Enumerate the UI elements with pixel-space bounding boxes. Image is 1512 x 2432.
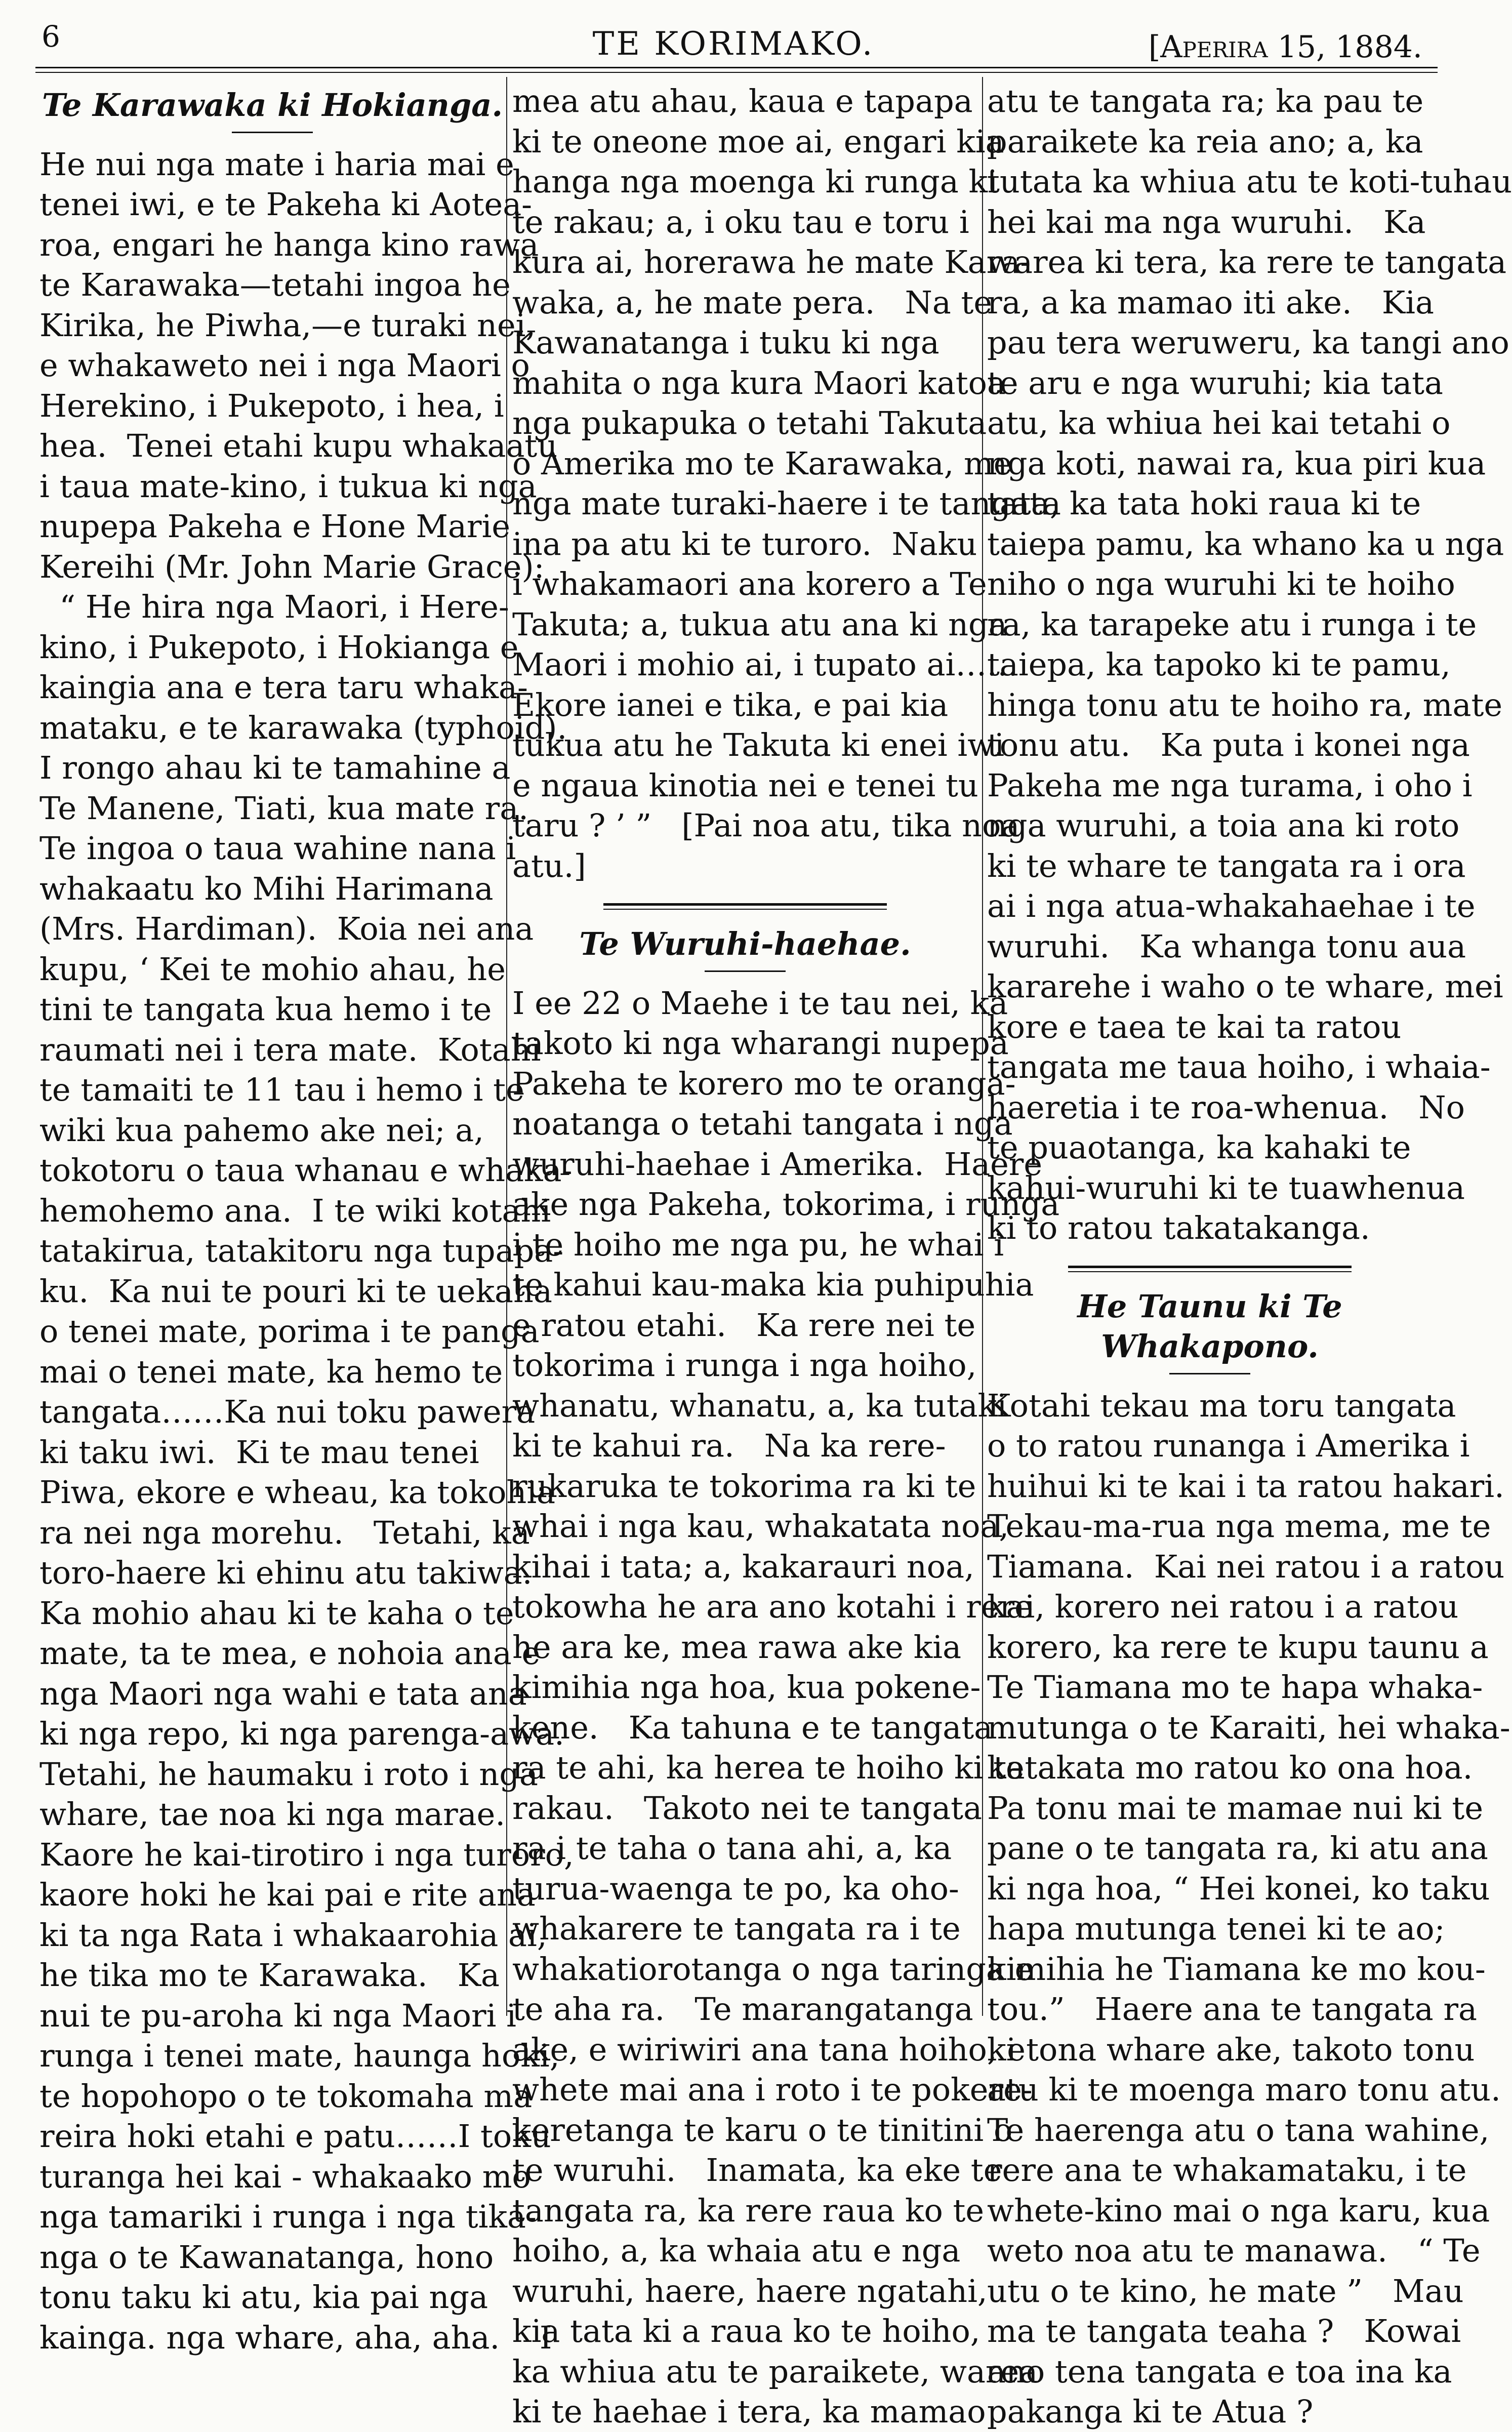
text-line: paraikete ka reia ano; a, ka xyxy=(987,123,1423,160)
text-line: niho o nga wuruhi ki te hoiho xyxy=(987,565,1455,602)
text-line: whanatu, whanatu, a, ka tutaki xyxy=(512,1387,1007,1424)
text-line: utu o te kino, he mate ” Mau xyxy=(987,2272,1464,2309)
text-line: Ekore ianei e tika, e pai kia xyxy=(512,686,949,723)
text-line: toro-haere ki ehinu atu takiwa. xyxy=(39,1554,533,1591)
text-line: ra i te taha o tana ahi, a, ka xyxy=(512,1830,952,1867)
text-line: pau tera weruweru, ka tangi ano xyxy=(987,324,1509,361)
masthead: TE KORIMAKO. xyxy=(592,25,875,63)
text-line: katakata mo ratou ko ona hoa. xyxy=(987,1749,1473,1786)
text-line: e ratou etahi. Ka rere nei te xyxy=(512,1306,976,1344)
text-line: waka, a, he mate pera. Na te xyxy=(512,283,993,321)
text-line: mate, ta te mea, e nohoia ana e xyxy=(39,1635,541,1672)
text-line: Piwa, ekore e wheau, ka tokohia xyxy=(39,1474,556,1511)
text-line: kainga. nga whare, aha, aha. I xyxy=(39,2319,552,2356)
text-line: tini te tangata kua hemo i te xyxy=(39,991,492,1028)
text-line: wuruhi, haere, haere ngatahi, xyxy=(512,2272,988,2309)
text-line: mahita o nga kura Maori katoa xyxy=(512,364,1006,401)
text-line: hei kai ma nga wuruhi. Ka xyxy=(987,203,1426,240)
article-title: He Taunu ki Te Whakapono. xyxy=(1077,1287,1342,1365)
text-line: ki to ratou takatakanga. xyxy=(987,1209,1370,1246)
text-line: Kotahi tekau ma toru tangata xyxy=(987,1387,1456,1424)
text-line: o Amerika mo te Karawaka, me xyxy=(512,444,1012,482)
text-line: tou.” Haere ana te tangata ra xyxy=(987,1991,1477,2028)
text-line: Pakeha te korero mo te oranga- xyxy=(512,1065,1016,1102)
text-line: ki nga hoa, “ Hei konei, ko taku xyxy=(987,1870,1490,1907)
text-line: tutata ka whiua atu te koti-tuhau xyxy=(987,163,1512,200)
text-line: mea atu ahau, kaua e tapapa xyxy=(512,83,973,119)
text-line: atu.] xyxy=(512,847,586,884)
article-body xyxy=(987,1386,1510,2432)
text-line: noatanga o tetahi tangata i nga xyxy=(512,1105,1013,1142)
text-line: te wuruhi. Inamata, ka eke te xyxy=(512,2152,1002,2188)
text-line: keretanga te karu o te tinitini o xyxy=(512,2111,1013,2149)
text-line: weto noa atu te manawa. “ Te xyxy=(987,2232,1481,2269)
article-body-continued xyxy=(512,81,1061,886)
text-line: ai i nga atua-whakahaehae i te xyxy=(987,887,1476,924)
text-line: nui te pu-aroha ki nga Maori i xyxy=(39,1997,516,2034)
text-line: hea. Tenei etahi kupu whakaatu xyxy=(39,427,558,464)
text-line: Tiamana. Kai nei ratou i a ratou xyxy=(987,1548,1505,1585)
text-line: mataku, e te karawaka (typhoid). xyxy=(39,709,567,746)
text-line: hinga tonu atu te hoiho ra, mate xyxy=(987,686,1503,723)
article-separator xyxy=(1068,1266,1352,1272)
text-line: tangata me taua hoiho, i whaia- xyxy=(987,1048,1491,1085)
text-line: haeretia i te roa-whenua. No xyxy=(987,1088,1465,1126)
text-line: e ngaua kinotia nei e tenei tu xyxy=(512,766,978,804)
text-line: rakau. Takoto nei te tangata xyxy=(512,1789,983,1827)
text-line: roa, engari he hanga kino rawa xyxy=(39,226,539,263)
text-line: tonu taku ki atu, kia pai nga xyxy=(39,2279,488,2316)
text-line: takoto ki nga wharangi nupepa xyxy=(512,1025,1009,1062)
text-line: reira hoki etahi e patu……I toku xyxy=(39,2118,551,2155)
text-line: Te ingoa o taua wahine nana i xyxy=(39,830,516,867)
text-line: nga wuruhi, a toia ana ki roto xyxy=(987,807,1460,844)
text-line: tonu atu. Ka puta i konei nga xyxy=(987,726,1470,763)
text-line: nga tamariki i runga i nga tika- xyxy=(39,2198,537,2235)
column-2 xyxy=(512,81,1061,2430)
text-line: ki nga repo, ki nga parenga-awa. xyxy=(39,1715,564,1752)
text-line: he tika mo te Karawaka. Ka xyxy=(39,1957,500,1994)
text-line: he ara ke, mea rawa ake kia xyxy=(512,1628,962,1666)
page-number: 6 xyxy=(42,19,60,54)
title-rule xyxy=(705,970,786,972)
text-line: ki tona whare ake, takoto tonu xyxy=(987,2031,1475,2068)
column-1 xyxy=(39,81,574,2356)
text-line: i whakamaori ana korero a Te xyxy=(512,565,987,602)
text-line: nga mate turaki-haere i te tangata xyxy=(512,485,1061,522)
text-line: nga koti, nawai ra, kua piri kua xyxy=(987,444,1486,482)
text-line: tukua atu he Takuta ki enei iwi xyxy=(512,726,1005,763)
header-rule-thin xyxy=(35,72,1438,73)
text-line: whete-kino mai o nga karu, kua xyxy=(987,2192,1490,2229)
text-line: hemohemo ana. I te wiki kotahi xyxy=(39,1192,551,1229)
text-line: warea ki tera, ka rere te tangata xyxy=(987,244,1507,280)
text-line: I ee 22 o Maehe i te tau nei, ka xyxy=(512,984,1008,1022)
text-line: te puaotanga, ka kahaki te xyxy=(987,1129,1411,1166)
text-line: ku. Ka nui te pouri ki te uekaha xyxy=(39,1272,552,1310)
text-line: whete mai ana i roto i te pokere- xyxy=(512,2071,1033,2108)
text-line: huihui ki te kai i ta ratou hakari. xyxy=(987,1467,1504,1505)
text-line: ake, e wiriwiri ana tana hoiho, e xyxy=(512,2031,1026,2068)
text-line: atu te tangata ra; ka pau te xyxy=(987,83,1424,119)
text-line: Kawanatanga i tuku ki nga xyxy=(512,324,939,361)
text-line: ano tena tangata e toa ina ka xyxy=(987,2353,1452,2390)
article-title: Te Karawaka ki Hokianga. xyxy=(42,87,503,124)
text-line: tangata ra, ka rere raua ko te xyxy=(512,2192,985,2229)
text-line: te aha ra. Te marangatanga xyxy=(512,1991,973,2028)
text-line: o tenei mate, porima i te panga xyxy=(39,1313,540,1350)
text-line: o to ratou runanga i Amerika i xyxy=(987,1427,1470,1464)
text-line: tangata……Ka nui toku pawera xyxy=(39,1393,536,1430)
page-header xyxy=(0,0,1467,76)
text-line: ki ta nga Rata i whakaarohia ai, xyxy=(39,1916,547,1954)
text-line: tenei iwi, e te Pakeha ki Aotea- xyxy=(39,186,533,223)
text-line: mai o tenei mate, ka hemo te xyxy=(39,1353,503,1390)
text-line: pakanga ki te Atua ? xyxy=(987,2393,1314,2430)
text-line: te Karawaka—tetahi ingoa he xyxy=(39,266,511,303)
text-line: korero, ka rere te kupu taunu a xyxy=(987,1628,1489,1666)
text-line: ake nga Pakeha, tokorima, i runga xyxy=(512,1186,1060,1223)
article-body xyxy=(39,144,574,2358)
text-line: tokotoru o taua whanau e whaka- xyxy=(39,1152,573,1189)
text-line: ina pa atu ki te turoro. Naku xyxy=(512,525,977,562)
text-line: ki te oneone moe ai, engari kia xyxy=(512,123,1004,160)
text-line: turanga hei kai - whakaako mo xyxy=(39,2158,531,2195)
text-line: Takuta; a, tukua atu ana ki nga xyxy=(512,605,1007,643)
text-line: tokowha he ara ano kotahi i rere xyxy=(512,1588,1033,1625)
text-line: whare, tae noa ki nga marae. xyxy=(39,1796,506,1833)
text-line: ra te ahi, ka herea te hoiho ki te xyxy=(512,1749,1025,1786)
text-line: te kahui kau-maka kia puhipuhia xyxy=(512,1266,1034,1303)
text-line: i te hoiho me nga pu, he whai i xyxy=(512,1226,1004,1263)
text-line: wuruhi-haehae i Amerika. Haere xyxy=(512,1145,1043,1183)
text-line: taiepa, ka tapoko ki te pamu, xyxy=(987,646,1451,683)
text-line: taru ? ’ ” [Pai noa atu, tika noa xyxy=(512,807,1020,844)
text-line: atu, ka whiua hei kai tetahi o xyxy=(987,404,1451,441)
text-line: I rongo ahau ki te tamahine a xyxy=(39,749,511,786)
text-line: wuruhi. Ka whanga tonu aua xyxy=(987,927,1466,965)
text-line: hoiho, a, ka whaia atu e nga xyxy=(512,2232,961,2269)
text-line: whakatiorotanga o nga taringa e xyxy=(512,1950,1034,1988)
text-line: te aru e nga wuruhi; kia tata xyxy=(987,364,1443,401)
text-line: kino, i Pukepoto, i Hokianga e xyxy=(39,628,519,666)
text-line: ki te kahui ra. Na ka rere- xyxy=(512,1427,946,1464)
title-rule xyxy=(232,132,313,133)
text-line: Kereihi (Mr. John Marie Grace): xyxy=(39,548,545,585)
text-line: te tamaiti te 11 tau i hemo i te xyxy=(39,1071,524,1108)
text-line: te rakau; a, i oku tau e toru i xyxy=(512,203,969,240)
text-line: wiki kua pahemo ake nei; a, xyxy=(39,1111,484,1149)
text-line: ra, a ka mamao iti ake. Kia xyxy=(987,283,1434,321)
text-line: kai, korero nei ratou i a ratou xyxy=(987,1588,1459,1625)
column-3 xyxy=(987,81,1512,2430)
text-line: taiepa pamu, ka whano ka u nga xyxy=(987,525,1504,562)
text-line: Te Tiamana mo te hapa whaka- xyxy=(987,1669,1483,1706)
text-line: ma te tangata teaha ? Kowai xyxy=(987,2313,1461,2349)
article-body-continued xyxy=(987,81,1512,1248)
text-line: kahui-wuruhi ki te tuawhenua xyxy=(987,1169,1465,1206)
text-line: “ He hira nga Maori, i Here- xyxy=(39,588,509,625)
text-line: whai i nga kau, whakatata noa, xyxy=(512,1508,1009,1545)
text-line: nga o te Kawanatanga, hono xyxy=(39,2238,494,2276)
text-line: Tetahi, he haumaku i roto i nga xyxy=(39,1755,538,1793)
text-line: Kirika, he Piwha,—e turaki nei, xyxy=(39,306,536,344)
text-line: ra nei nga morehu. Tetahi, ka xyxy=(39,1514,530,1551)
text-line: runga i tenei mate, haunga hoki, xyxy=(39,2037,560,2074)
text-line: Pa tonu mai te mamae nui ki te xyxy=(987,1789,1484,1827)
text-line: kaore hoki he kai pai e rite ana xyxy=(39,1876,536,1913)
text-line: kimihia he Tiamana ke mo kou- xyxy=(987,1950,1486,1988)
article-title: Te Wuruhi-haehae. xyxy=(579,925,911,962)
text-line: kimihia nga hoa, kua pokene- xyxy=(512,1669,981,1706)
text-line: i taua mate-kino, i tukua ki nga xyxy=(39,467,537,505)
text-line: te hopohopo o te tokomaha ma xyxy=(39,2077,533,2115)
header-rule xyxy=(35,67,1438,68)
article-body xyxy=(512,983,1060,2432)
text-line: rukaruka te tokorima ra ki te xyxy=(512,1467,976,1505)
text-line: He nui nga mate i haria mai e xyxy=(39,145,514,183)
text-line: whakaatu ko Mihi Harimana xyxy=(39,870,494,907)
text-line: Maori i mohio ai, i tupato ai…… xyxy=(512,646,1018,683)
text-line: hapa mutunga tenei ki te ao; xyxy=(987,1910,1445,1947)
text-line: ka whiua atu te paraikete, warea xyxy=(512,2353,1038,2390)
text-line: Tekau-ma-rua nga mema, me te xyxy=(987,1508,1491,1545)
text-line: kene. Ka tahuna e te tangata xyxy=(512,1709,993,1746)
text-line: atu ki te moenga maro tonu atu. xyxy=(987,2071,1501,2108)
text-line: e whakaweto nei i nga Maori o xyxy=(39,347,530,384)
text-line: kaingia ana e tera taru whaka- xyxy=(39,669,528,706)
text-line: Herekino, i Pukepoto, i hea, i xyxy=(39,387,504,424)
text-line: whakarere te tangata ra i te xyxy=(512,1910,961,1947)
text-line: kore e taea te kai ta ratou xyxy=(987,1008,1402,1045)
text-line: ra, ka tarapeke atu i runga i te xyxy=(987,605,1477,643)
text-line: kihai i tata; a, kakarauri noa, xyxy=(512,1548,974,1585)
text-line: Te Manene, Tiati, kua mate ra. xyxy=(39,789,528,827)
text-line: ki te haehae i tera, ka mamao xyxy=(512,2393,986,2430)
text-line: rere ana te whakamataku, i te xyxy=(987,2152,1467,2188)
text-line: mutunga o te Karaiti, hei whaka- xyxy=(987,1709,1510,1746)
text-line: nga Maori nga wahi e tata ana xyxy=(39,1675,527,1712)
text-line: kura ai, horerawa he mate Kara- xyxy=(512,244,1031,280)
text-line: tokorima i runga i nga hoiho, xyxy=(512,1347,977,1384)
article-separator xyxy=(603,903,887,910)
text-line: kia tata ki a raua ko te hoiho, xyxy=(512,2313,980,2349)
text-line: Pakeha me nga turama, i oho i xyxy=(987,766,1473,804)
text-line: kupu, ‘ Kei te mohio ahau, he xyxy=(39,950,506,988)
text-line: nga pukapuka o tetahi Takuta xyxy=(512,404,987,441)
text-line: tatakirua, tatakitoru nga tupapa- xyxy=(39,1232,564,1269)
text-line: Kaore he kai-tirotiro i nga turoro, xyxy=(39,1836,574,1873)
text-line: ki taku iwi. Ki te mau tenei xyxy=(39,1433,479,1471)
text-line: turua-waenga te po, ka oho- xyxy=(512,1870,959,1907)
text-line: ki te whare te tangata ra i ora xyxy=(987,847,1466,884)
title-rule xyxy=(1169,1373,1250,1374)
text-line: (Mrs. Hardiman). Koia nei ana xyxy=(39,910,534,947)
text-line: Te haerenga atu o tana wahine, xyxy=(987,2111,1490,2149)
text-line: hanga nga moenga ki runga ki xyxy=(512,163,998,200)
text-line: pane o te tangata ra, ki atu ana xyxy=(987,1830,1488,1867)
text-line: nupepa Pakeha e Hone Marie xyxy=(39,508,511,545)
text-line: Ka mohio ahau ki te kaha o te xyxy=(39,1594,514,1632)
issue-date: [Aperira 15, 1884. xyxy=(1148,29,1422,65)
text-line: kararehe i waho o te whare, mei xyxy=(987,968,1503,1005)
text-line: raumati nei i tera mate. Kotahi xyxy=(39,1031,541,1068)
text-line: tata, ka tata hoki raua ki te xyxy=(987,485,1421,522)
